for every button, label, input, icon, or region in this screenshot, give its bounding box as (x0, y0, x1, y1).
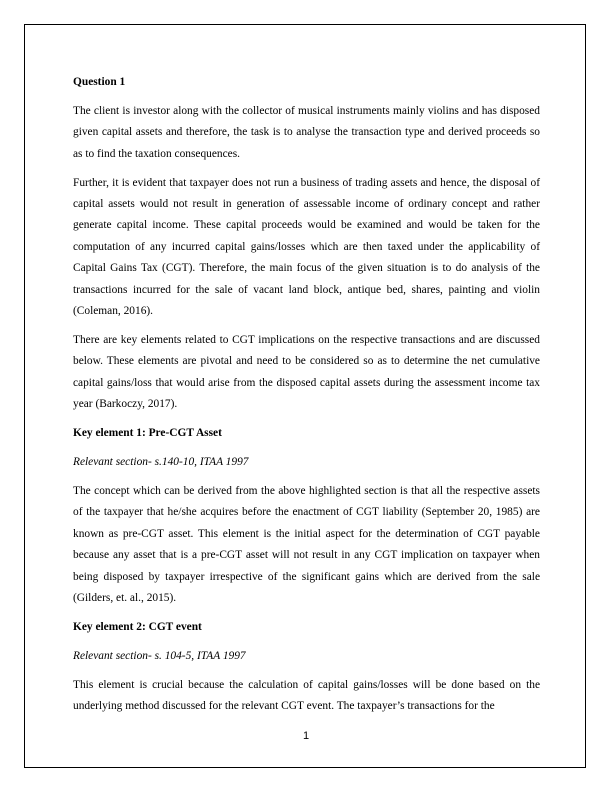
question-heading: Question 1 (73, 76, 126, 88)
key-element-2-heading: Key element 2: CGT event (73, 620, 202, 633)
key-element-1-section: Relevant section- s.140-10, ITAA 1997 (73, 456, 249, 468)
key-element-2-section: Relevant section- s. 104-5, ITAA 1997 (73, 649, 246, 662)
document-body (73, 72, 540, 725)
analysis-paragraph: Further, it is evident that taxpayer does not run a business of trading assets and hence, the disposal of capital assets would not result in generation of assessable income of ordinary concept and rather generate capital income. These capital proceeds would be examined and would be taken for the computation of any incurred capital gains/losses which are then taxed under the applicability of Capital Gains Tax (CGT). Therefore, the main focus of the given situation is to do analysis of the transactions incurred for the sale of vacant land block, antique bed, shares, painting and violin (Coleman, 2016). (73, 176, 540, 318)
intro-paragraph: The client is investor along with the collector of musical instruments mainly violins and has disposed given capital assets and therefore, the task is to analyse the transaction type and derived proceeds so as to find the taxation consequences. (73, 104, 540, 160)
key-element-2-body: This element is crucial because the calculation of capital gains/losses will be done based on the underlying method discussed for the relevant CGT event. The taxpayer’s transactions for the (73, 678, 540, 713)
key-element-1-body: The concept which can be derived from the above highlighted section is that all the respective assets of the taxpayer that he/she acquires before the enactment of CGT liability (September 20, 1985) are known as pre-CGT asset. This element is the initial aspect for the determination of CGT payable because any asset that is a pre-CGT asset will not result in any CGT implication on taxpayer when being disposed by taxpayer irrespective of the significant gains which are derived from the sale (Gilders, et. al., 2015). (73, 484, 540, 604)
page-number: 1 (302, 730, 310, 742)
key-element-1-heading: Key element 1: Pre-CGT Asset (73, 427, 222, 440)
key-elements-paragraph: There are key elements related to CGT implications on the respective transactions and are discussed below. These elements are pivotal and need to be considered so as to determine the net cumulative capital gains/loss that would arise from the disposed capital assets during the assessment income tax year (Barkoczy, 2017). (73, 333, 540, 411)
